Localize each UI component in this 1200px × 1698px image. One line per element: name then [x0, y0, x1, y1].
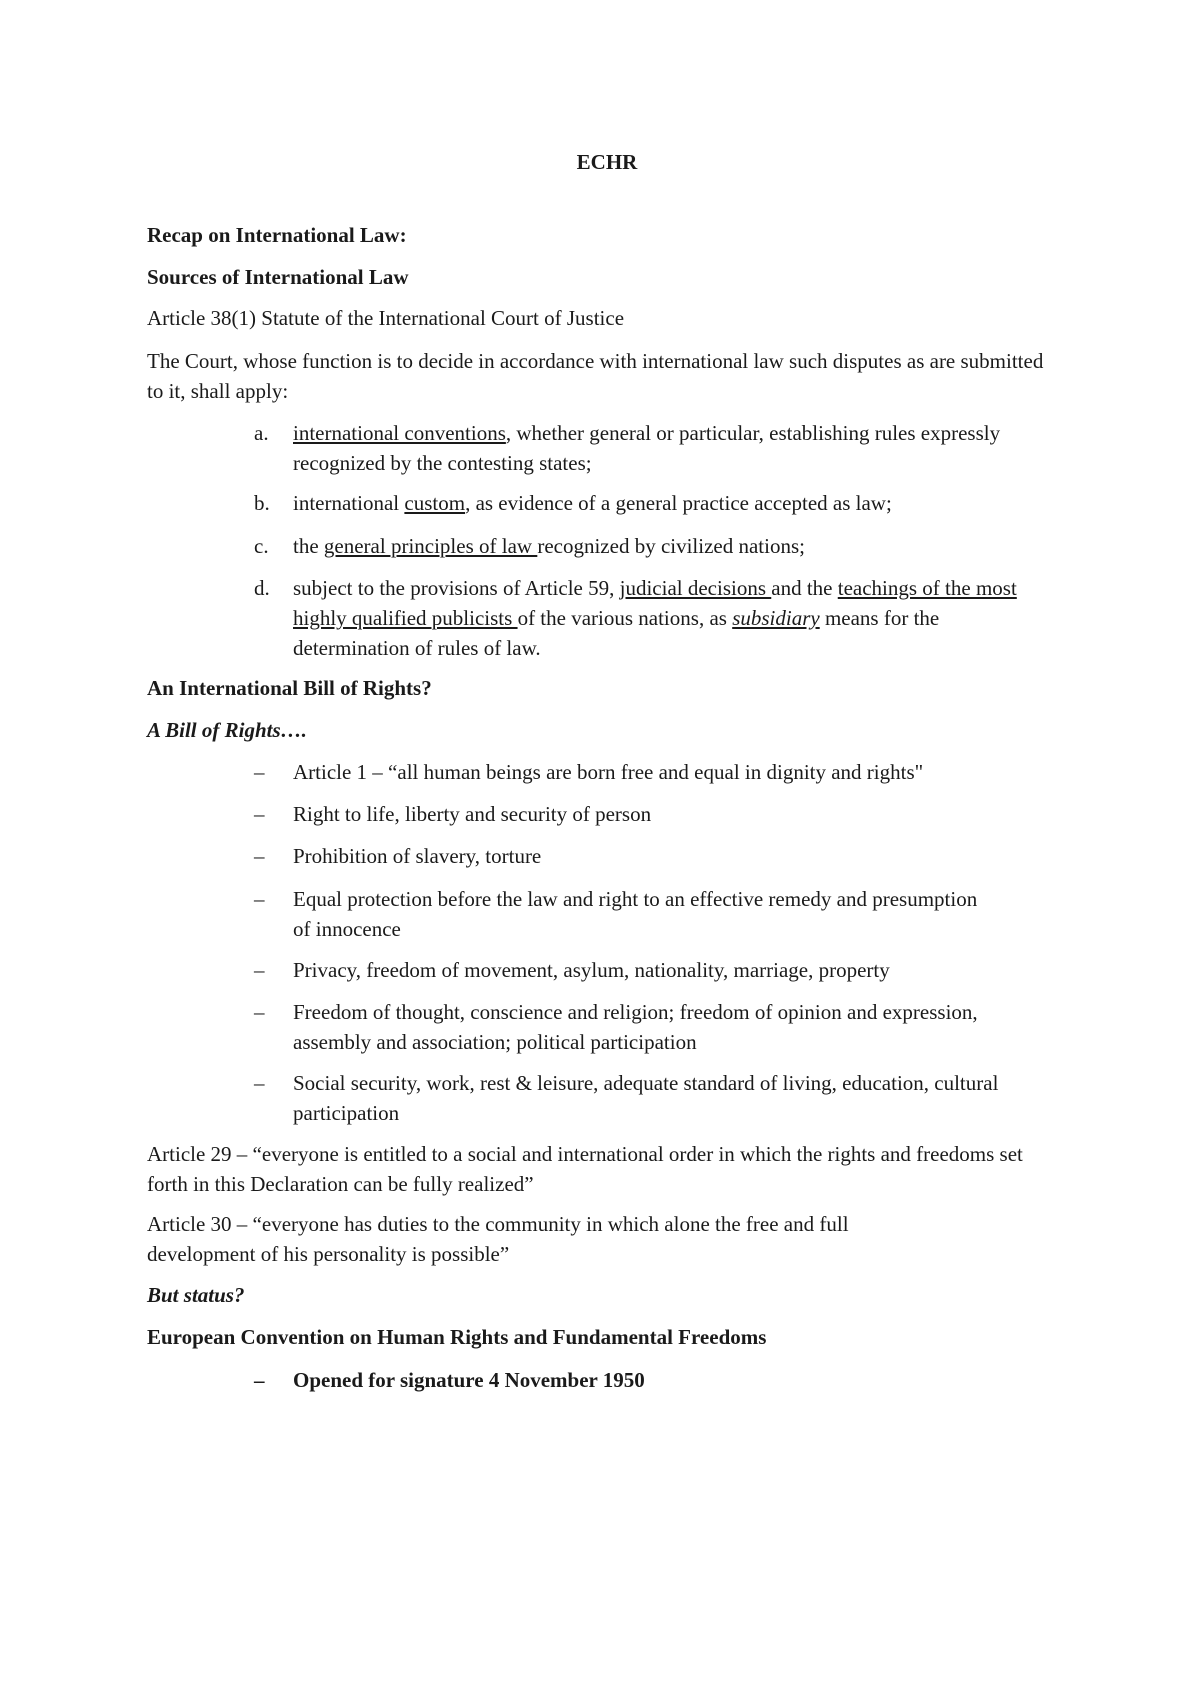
- list-item-text-part: recognized by civilized nations;: [537, 534, 805, 558]
- list-item-text: Opened for signature 4 November 1950: [293, 1368, 645, 1392]
- article38-reference: Article 38(1) Statute of the International Court of Justice: [147, 306, 625, 330]
- document-title: ECHR: [576, 150, 638, 174]
- list-item-text: [293, 418, 1053, 478]
- list-item-text-part: and the: [771, 576, 838, 600]
- dash-bullet: –: [254, 1071, 265, 1095]
- article29-paragraph: Article 29 – “everyone is entitled to a social and international order in which the rights and freedoms set forth in this Declaration can be fully realized”: [147, 1142, 1023, 1196]
- dash-bullet: –: [254, 844, 265, 868]
- underlined-term: teachings of the most highly qualified publicists: [293, 576, 1017, 630]
- sources-heading: Sources of International Law: [147, 265, 409, 289]
- bill-of-rights-subheading: A Bill of Rights….: [147, 718, 307, 742]
- article30-paragraph: Article 30 – “everyone has duties to the community in which alone the free and full development of his personality is possible”: [147, 1212, 849, 1266]
- status-heading: But status?: [147, 1283, 245, 1307]
- dash-bullet: –: [254, 1368, 265, 1392]
- list-item-text: [293, 573, 1053, 663]
- list-item-text-part: means for the determination of rules of law.: [293, 606, 940, 660]
- list-marker: a.: [254, 421, 269, 445]
- list-marker: d.: [254, 576, 270, 600]
- list-item-text: Social security, work, rest & leisure, adequate standard of living, education, cultural participation: [293, 1071, 999, 1125]
- list-item-text: Right to life, liberty and security of person: [293, 802, 652, 826]
- underlined-term: custom: [404, 491, 466, 515]
- list-item-text: Article 1 – “all human beings are born free and equal in dignity and rights": [293, 760, 924, 784]
- underlined-term: general principles of law: [323, 534, 538, 558]
- underlined-term: judicial decisions: [619, 576, 772, 600]
- list-marker: b.: [254, 491, 270, 515]
- dash-bullet: –: [254, 760, 265, 784]
- dash-bullet: –: [254, 1000, 265, 1024]
- list-item-text-part: the: [293, 534, 324, 558]
- list-item-text: Equal protection before the law and right to an effective remedy and presumption of innocence: [293, 887, 978, 941]
- list-item-text: Privacy, freedom of movement, asylum, nationality, marriage, property: [293, 958, 890, 982]
- bill-of-rights-heading: An International Bill of Rights?: [147, 676, 432, 700]
- underlined-italic-term: subsidiary: [732, 606, 820, 630]
- list-item-text: [293, 531, 1053, 561]
- list-item-text-part: , as evidence of a general practice accepted as law;: [465, 491, 892, 515]
- list-marker: c.: [254, 534, 269, 558]
- list-item-text-part: of the various nations, as: [517, 606, 733, 630]
- list-item-text: Prohibition of slavery, torture: [293, 844, 542, 868]
- dash-bullet: –: [254, 958, 265, 982]
- list-item-text-part: international: [293, 491, 405, 515]
- list-item-text-part: subject to the provisions of Article 59,: [293, 576, 620, 600]
- echr-heading: European Convention on Human Rights and Fundamental Freedoms: [147, 1325, 767, 1349]
- underlined-term: international conventions: [293, 421, 506, 445]
- list-item-text-part: , whether general or particular, establishing rules expressly recognized by the contesting states;: [293, 421, 1001, 475]
- recap-heading: Recap on International Law:: [147, 223, 407, 247]
- list-item-text: Freedom of thought, conscience and religion; freedom of opinion and expression, assembly and association; political participation: [293, 1000, 978, 1054]
- list-item-text: [293, 488, 1053, 518]
- dash-bullet: –: [254, 802, 265, 826]
- dash-bullet: –: [254, 887, 265, 911]
- court-intro-paragraph: The Court, whose function is to decide in accordance with international law such disputes as are submitted to it, shall apply:: [147, 349, 1044, 403]
